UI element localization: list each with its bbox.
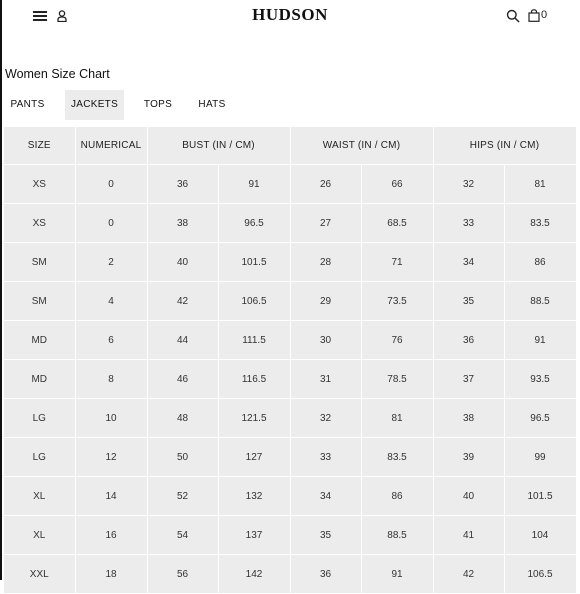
cell-hips-cm: 99 — [504, 438, 576, 477]
cell-hips-in: 35 — [433, 282, 504, 321]
cell-numerical: 14 — [75, 477, 147, 516]
table-row — [4, 204, 576, 243]
cell-hips-cm: 101.5 — [504, 477, 576, 516]
cell-bust-in: 38 — [147, 204, 218, 243]
cell-waist-cm: 73.5 — [361, 282, 433, 321]
tab-tops[interactable]: TOPS — [143, 99, 173, 110]
cell-waist-in: 35 — [290, 516, 361, 555]
cell-waist-in: 36 — [290, 555, 361, 594]
header-bust: BUST (IN / CM) — [147, 127, 290, 165]
table-row — [4, 243, 576, 282]
cell-hips-cm: 81 — [504, 165, 576, 204]
cell-hips-in: 34 — [433, 243, 504, 282]
cell-hips-cm: 96.5 — [504, 399, 576, 438]
cell-hips-cm: 86 — [504, 243, 576, 282]
cell-hips-cm: 93.5 — [504, 360, 576, 399]
cell-waist-cm: 78.5 — [361, 360, 433, 399]
cell-waist-cm: 76 — [361, 321, 433, 360]
cell-size: LG — [4, 438, 75, 477]
cell-numerical: 12 — [75, 438, 147, 477]
search-icon[interactable] — [506, 9, 520, 23]
cell-size: XS — [4, 165, 75, 204]
header-hips: HIPS (IN / CM) — [433, 127, 576, 165]
cell-waist-in: 31 — [290, 360, 361, 399]
cell-bust-cm: 142 — [218, 555, 290, 594]
cell-numerical: 0 — [75, 204, 147, 243]
cell-waist-in: 30 — [290, 321, 361, 360]
cell-bust-in: 50 — [147, 438, 218, 477]
cell-hips-cm: 106.5 — [504, 555, 576, 594]
cell-bust-in: 40 — [147, 243, 218, 282]
cell-bust-cm: 127 — [218, 438, 290, 477]
cell-size: MD — [4, 321, 75, 360]
cell-bust-in: 44 — [147, 321, 218, 360]
left-border — [0, 0, 2, 580]
cell-hips-in: 37 — [433, 360, 504, 399]
table-row — [4, 516, 576, 555]
cell-hips-in: 33 — [433, 204, 504, 243]
cell-bust-cm: 96.5 — [218, 204, 290, 243]
tab-hats[interactable]: HATS — [198, 99, 226, 110]
table-row — [4, 555, 576, 594]
site-header — [0, 0, 580, 34]
cell-numerical: 4 — [75, 282, 147, 321]
cell-bust-in: 36 — [147, 165, 218, 204]
tab-pants[interactable]: PANTS — [10, 99, 45, 110]
cell-numerical: 18 — [75, 555, 147, 594]
table-row — [4, 321, 576, 360]
cell-waist-in: 32 — [290, 399, 361, 438]
cell-waist-in: 26 — [290, 165, 361, 204]
cell-bust-cm: 121.5 — [218, 399, 290, 438]
cell-bust-in: 48 — [147, 399, 218, 438]
cell-size: SM — [4, 243, 75, 282]
cell-numerical: 16 — [75, 516, 147, 555]
table-row — [4, 360, 576, 399]
header-waist: WAIST (IN / CM) — [290, 127, 433, 165]
cell-bust-in: 54 — [147, 516, 218, 555]
table-row — [4, 399, 576, 438]
cell-hips-in: 39 — [433, 438, 504, 477]
cell-bust-in: 56 — [147, 555, 218, 594]
brand-logo[interactable]: HUDSON — [252, 5, 328, 24]
cell-hips-in: 32 — [433, 165, 504, 204]
cell-waist-cm: 86 — [361, 477, 433, 516]
cell-size: XXL — [4, 555, 75, 594]
header-size: SIZE — [4, 127, 75, 165]
cell-size: XL — [4, 477, 75, 516]
table-row — [4, 477, 576, 516]
cell-waist-cm: 81 — [361, 399, 433, 438]
table-row — [4, 165, 576, 204]
cell-hips-in: 42 — [433, 555, 504, 594]
cell-bust-cm: 132 — [218, 477, 290, 516]
cell-waist-cm: 88.5 — [361, 516, 433, 555]
cell-bust-cm: 101.5 — [218, 243, 290, 282]
cell-waist-cm: 83.5 — [361, 438, 433, 477]
cell-waist-cm: 71 — [361, 243, 433, 282]
size-chart-table — [4, 127, 577, 594]
cell-hips-cm: 104 — [504, 516, 576, 555]
cell-bust-cm: 116.5 — [218, 360, 290, 399]
cell-hips-cm: 91 — [504, 321, 576, 360]
cell-hips-cm: 88.5 — [504, 282, 576, 321]
tab-jackets[interactable]: JACKETS — [65, 90, 124, 120]
cell-bust-cm: 111.5 — [218, 321, 290, 360]
cell-waist-cm: 66 — [361, 165, 433, 204]
cell-numerical: 2 — [75, 243, 147, 282]
cell-waist-in: 28 — [290, 243, 361, 282]
cell-size: SM — [4, 282, 75, 321]
cell-numerical: 0 — [75, 165, 147, 204]
cell-numerical: 10 — [75, 399, 147, 438]
cell-numerical: 8 — [75, 360, 147, 399]
cell-waist-in: 27 — [290, 204, 361, 243]
cell-bust-in: 46 — [147, 360, 218, 399]
cell-size: LG — [4, 399, 75, 438]
cell-bust-in: 42 — [147, 282, 218, 321]
cell-bust-cm: 106.5 — [218, 282, 290, 321]
header-numerical: NUMERICAL — [75, 127, 147, 165]
bag-icon[interactable] — [528, 9, 540, 22]
cell-hips-in: 41 — [433, 516, 504, 555]
cell-hips-cm: 83.5 — [504, 204, 576, 243]
cell-hips-in: 36 — [433, 321, 504, 360]
cell-hips-in: 40 — [433, 477, 504, 516]
cell-bust-cm: 91 — [218, 165, 290, 204]
cell-numerical: 6 — [75, 321, 147, 360]
cell-waist-cm: 91 — [361, 555, 433, 594]
cell-waist-in: 29 — [290, 282, 361, 321]
cell-size: MD — [4, 360, 75, 399]
cell-waist-in: 33 — [290, 438, 361, 477]
cell-size: XS — [4, 204, 75, 243]
table-header-row — [4, 127, 576, 165]
table-row — [4, 438, 576, 477]
cell-waist-cm: 68.5 — [361, 204, 433, 243]
bag-count: 0 — [541, 9, 548, 21]
cell-bust-in: 52 — [147, 477, 218, 516]
cell-waist-in: 34 — [290, 477, 361, 516]
page-title: Women Size Chart — [5, 67, 110, 81]
cell-size: XL — [4, 516, 75, 555]
cell-hips-in: 38 — [433, 399, 504, 438]
table-row — [4, 282, 576, 321]
cell-bust-cm: 137 — [218, 516, 290, 555]
